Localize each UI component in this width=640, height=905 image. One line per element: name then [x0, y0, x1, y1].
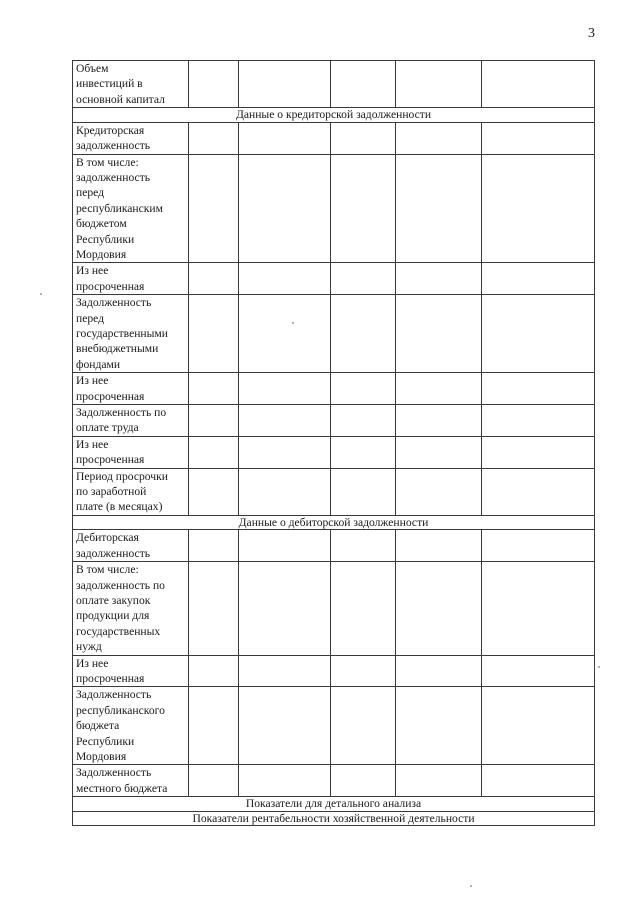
row-label: Из нее просроченная: [73, 263, 189, 295]
row-label: Объем инвестиций в основной капитал: [73, 61, 189, 108]
value-cell: [239, 263, 331, 295]
value-cell: [189, 436, 239, 468]
value-cell: [331, 655, 396, 687]
value-cell: [189, 655, 239, 687]
table-row: [73, 263, 595, 295]
value-cell: [331, 562, 396, 655]
value-cell: [396, 61, 482, 108]
row-label: Дебиторская задолженность: [73, 530, 189, 562]
value-cell: [482, 122, 595, 154]
value-cell: [331, 468, 396, 515]
value-cell: [331, 295, 396, 373]
value-cell: [331, 263, 396, 295]
scan-mark: [292, 322, 294, 324]
table-row: [73, 405, 595, 437]
value-cell: [482, 263, 595, 295]
value-cell: [239, 562, 331, 655]
value-cell: [482, 61, 595, 108]
section-header-row: [73, 811, 595, 826]
table-row: [73, 765, 595, 797]
value-cell: [189, 61, 239, 108]
row-label: Задолженность перед государственными внебюджетными фондами: [73, 295, 189, 373]
value-cell: [239, 468, 331, 515]
section-header-row: [73, 108, 595, 123]
value-cell: [396, 263, 482, 295]
value-cell: [331, 436, 396, 468]
value-cell: [331, 373, 396, 405]
table-row: [73, 373, 595, 405]
section-title: Данные о кредиторской задолженности: [73, 108, 595, 123]
table-body: [73, 61, 595, 826]
value-cell: [331, 154, 396, 263]
section-header-row: [73, 797, 595, 812]
value-cell: [331, 405, 396, 437]
value-cell: [239, 687, 331, 765]
value-cell: [189, 765, 239, 797]
value-cell: [189, 263, 239, 295]
section-header-row: [73, 515, 595, 530]
value-cell: [396, 468, 482, 515]
indicators-table: [72, 60, 595, 826]
value-cell: [239, 295, 331, 373]
value-cell: [396, 436, 482, 468]
value-cell: [482, 655, 595, 687]
value-cell: [396, 765, 482, 797]
value-cell: [396, 154, 482, 263]
value-cell: [189, 373, 239, 405]
scan-mark: [470, 885, 472, 887]
section-title: Данные о дебиторской задолженности: [73, 515, 595, 530]
value-cell: [482, 468, 595, 515]
scan-mark: [598, 666, 600, 668]
value-cell: [331, 765, 396, 797]
table-row: [73, 295, 595, 373]
value-cell: [239, 765, 331, 797]
section-title: Показатели рентабельности хозяйственной деятельности: [73, 811, 595, 826]
value-cell: [239, 436, 331, 468]
section-title: Показатели для детального анализа: [73, 797, 595, 812]
table-row: [73, 562, 595, 655]
value-cell: [482, 373, 595, 405]
value-cell: [239, 154, 331, 263]
value-cell: [239, 61, 331, 108]
row-label: Из нее просроченная: [73, 655, 189, 687]
value-cell: [396, 562, 482, 655]
value-cell: [189, 122, 239, 154]
value-cell: [189, 687, 239, 765]
value-cell: [396, 373, 482, 405]
row-label: Период просрочки по заработной плате (в месяцах): [73, 468, 189, 515]
row-label: Из нее просроченная: [73, 436, 189, 468]
table-row: [73, 530, 595, 562]
value-cell: [239, 530, 331, 562]
row-label: Задолженность местного бюджета: [73, 765, 189, 797]
table-row: [73, 154, 595, 263]
row-label: Кредиторская задолженность: [73, 122, 189, 154]
value-cell: [331, 687, 396, 765]
table-row: [73, 468, 595, 515]
value-cell: [396, 295, 482, 373]
value-cell: [482, 562, 595, 655]
table-row: [73, 655, 595, 687]
value-cell: [189, 405, 239, 437]
value-cell: [482, 405, 595, 437]
value-cell: [482, 154, 595, 263]
value-cell: [331, 530, 396, 562]
value-cell: [396, 122, 482, 154]
value-cell: [396, 687, 482, 765]
row-label: В том числе: задолженность перед республиканским бюджетом Республики Мордовия: [73, 154, 189, 263]
value-cell: [239, 405, 331, 437]
value-cell: [189, 468, 239, 515]
value-cell: [331, 61, 396, 108]
value-cell: [396, 530, 482, 562]
row-label: В том числе: задолженность по оплате закупок продукции для государственных нужд: [73, 562, 189, 655]
value-cell: [396, 405, 482, 437]
value-cell: [189, 154, 239, 263]
row-label: Из нее просроченная: [73, 373, 189, 405]
table-row: [73, 687, 595, 765]
page-number: 3: [588, 26, 595, 41]
table-row: [73, 61, 595, 108]
row-label: Задолженность по оплате труда: [73, 405, 189, 437]
value-cell: [482, 687, 595, 765]
value-cell: [482, 295, 595, 373]
scan-mark: [40, 293, 42, 295]
value-cell: [482, 436, 595, 468]
table-row: [73, 436, 595, 468]
value-cell: [396, 655, 482, 687]
value-cell: [189, 562, 239, 655]
value-cell: [482, 765, 595, 797]
value-cell: [189, 530, 239, 562]
row-label: Задолженность республиканского бюджета Республики Мордовия: [73, 687, 189, 765]
value-cell: [239, 373, 331, 405]
value-cell: [482, 530, 595, 562]
value-cell: [331, 122, 396, 154]
value-cell: [189, 295, 239, 373]
value-cell: [239, 655, 331, 687]
table-row: [73, 122, 595, 154]
value-cell: [239, 122, 331, 154]
